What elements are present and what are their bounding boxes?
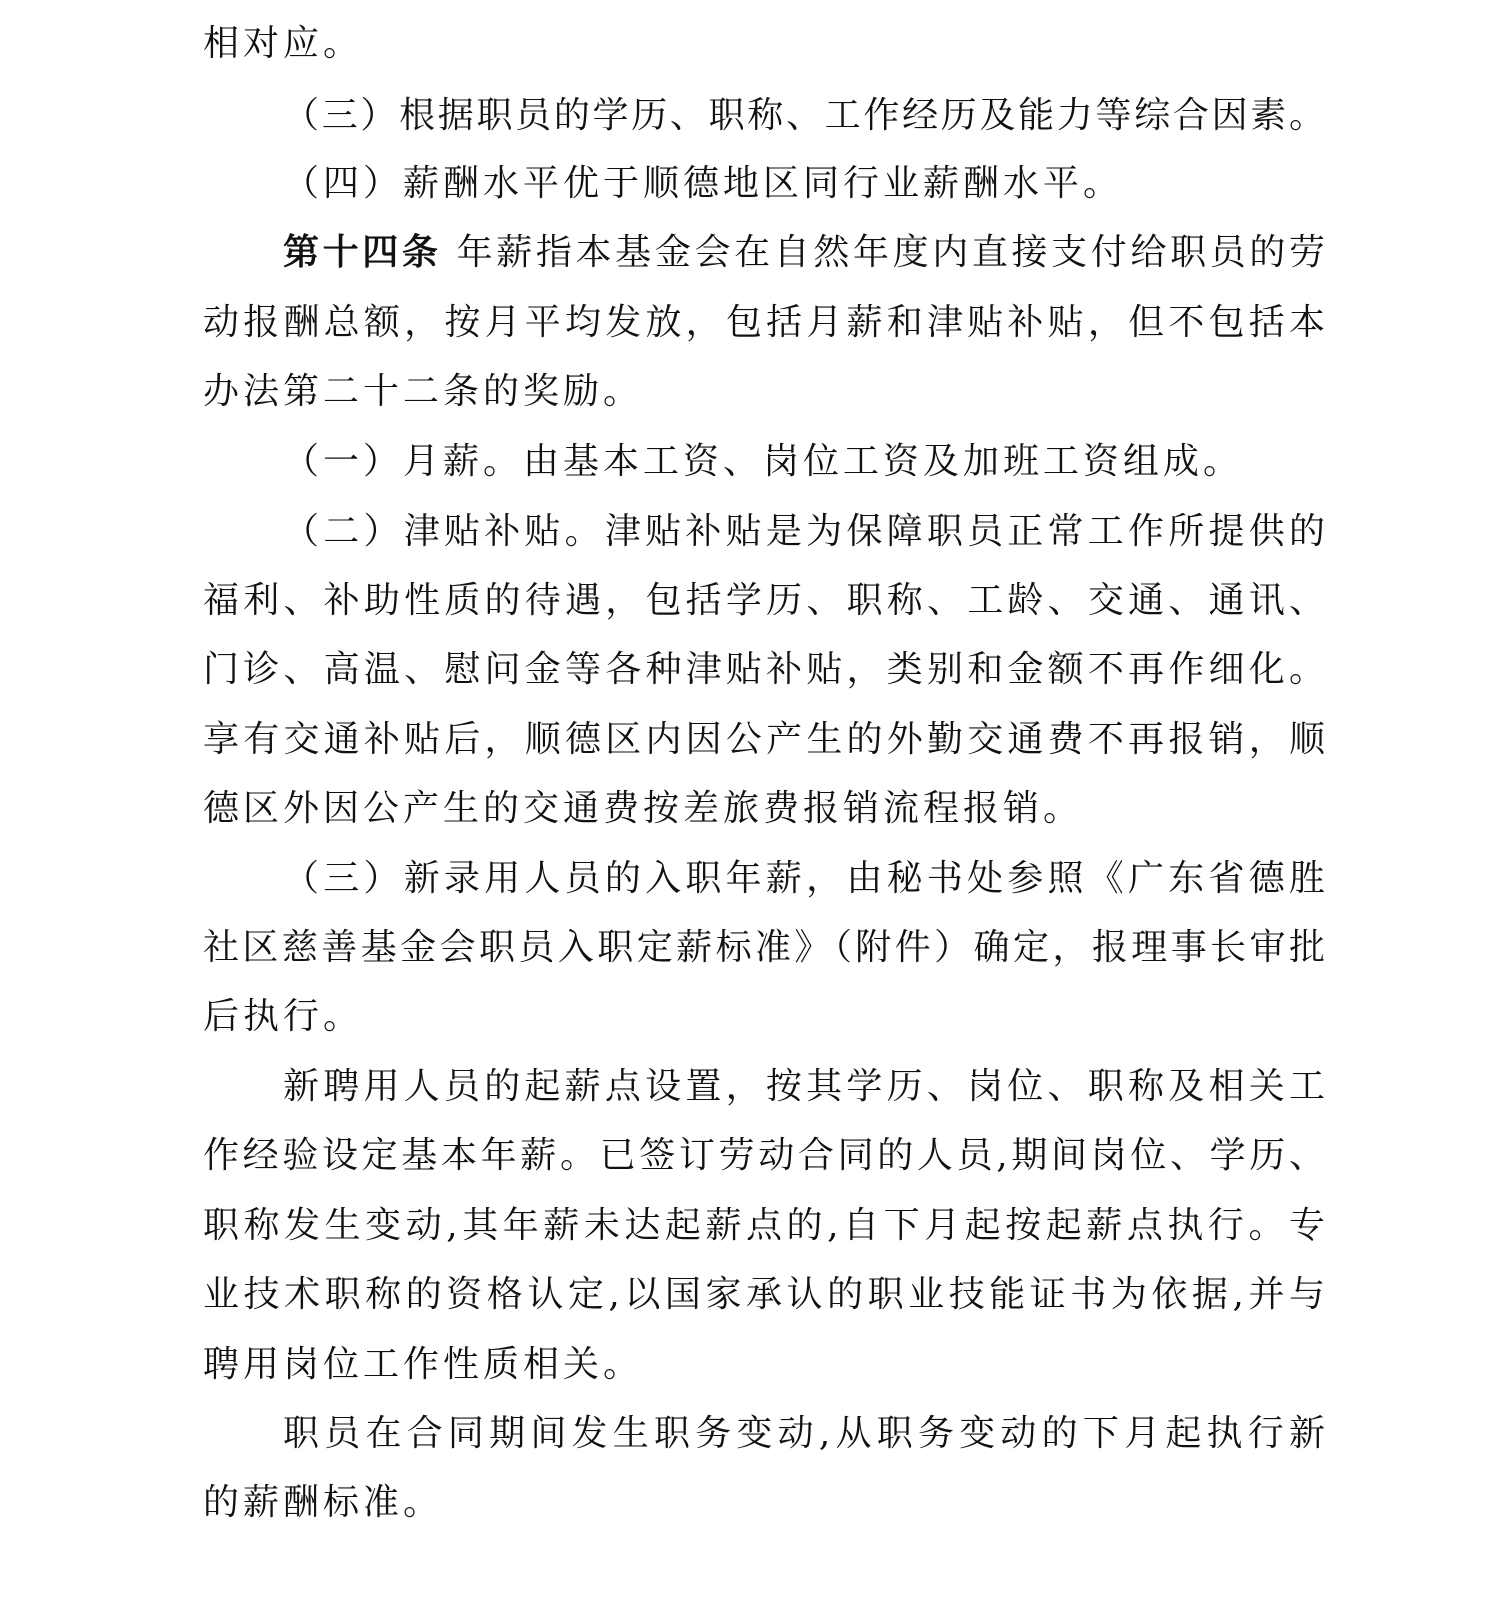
text-line: （二）津贴补贴。津贴补贴是为保障职员正常工作所提供的 — [283, 511, 1325, 552]
text-line: （一）月薪。由基本工资、岗位工资及加班工资组成。 — [283, 441, 1244, 482]
text-line: 德区外因公产生的交通费按差旅费报销流程报销。 — [203, 788, 1084, 829]
text-line: （三）根据职员的学历、职称、工作经历及能力等综合因素。 — [283, 95, 1325, 136]
text-line: 作经验设定基本年薪。已签订劳动合同的人员,期间岗位、学历、 — [203, 1135, 1325, 1176]
text-line: 职称发生变动,其年薪未达起薪点的,自下月起按起薪点执行。专 — [203, 1205, 1325, 1246]
article-paragraph-first-line — [283, 231, 1325, 275]
text-line: 业技术职称的资格认定,以国家承认的职业技能证书为依据,并与 — [203, 1274, 1325, 1315]
text-line: 门诊、高温、慰问金等各种津贴补贴，类别和金额不再作细化。 — [203, 649, 1325, 690]
text-line: 动报酬总额，按月平均发放，包括月薪和津贴补贴，但不包括本 — [203, 302, 1325, 343]
text-line: 职员在合同期间发生职务变动,从职务变动的下月起执行新 — [283, 1413, 1325, 1454]
text-line: 新聘用人员的起薪点设置，按其学历、岗位、职称及相关工 — [283, 1066, 1325, 1107]
text-line: （三）新录用人员的入职年薪，由秘书处参照《广东省德胜 — [283, 858, 1325, 899]
text-line: 的薪酬标准。 — [203, 1482, 444, 1523]
article-number: 第十四条 — [283, 232, 442, 273]
text-line: 年薪指本基金会在自然年度内直接支付给职员的劳 — [456, 232, 1325, 273]
text-line: 福利、补助性质的待遇，包括学历、职称、工龄、交通、通讯、 — [203, 580, 1325, 621]
text-line: 办法第二十二条的奖励。 — [203, 371, 644, 412]
text-line: 相对应。 — [203, 23, 364, 64]
text-line: （四）薪酬水平优于顺德地区同行业薪酬水平。 — [283, 163, 1124, 204]
text-line: 社区慈善基金会职员入职定薪标准》（附件）确定，报理事长审批 — [203, 927, 1325, 968]
text-line: 后执行。 — [203, 996, 364, 1037]
text-line: 聘用岗位工作性质相关。 — [203, 1344, 644, 1385]
text-line: 享有交通补贴后，顺德区内因公产生的外勤交通费不再报销，顺 — [203, 719, 1325, 760]
